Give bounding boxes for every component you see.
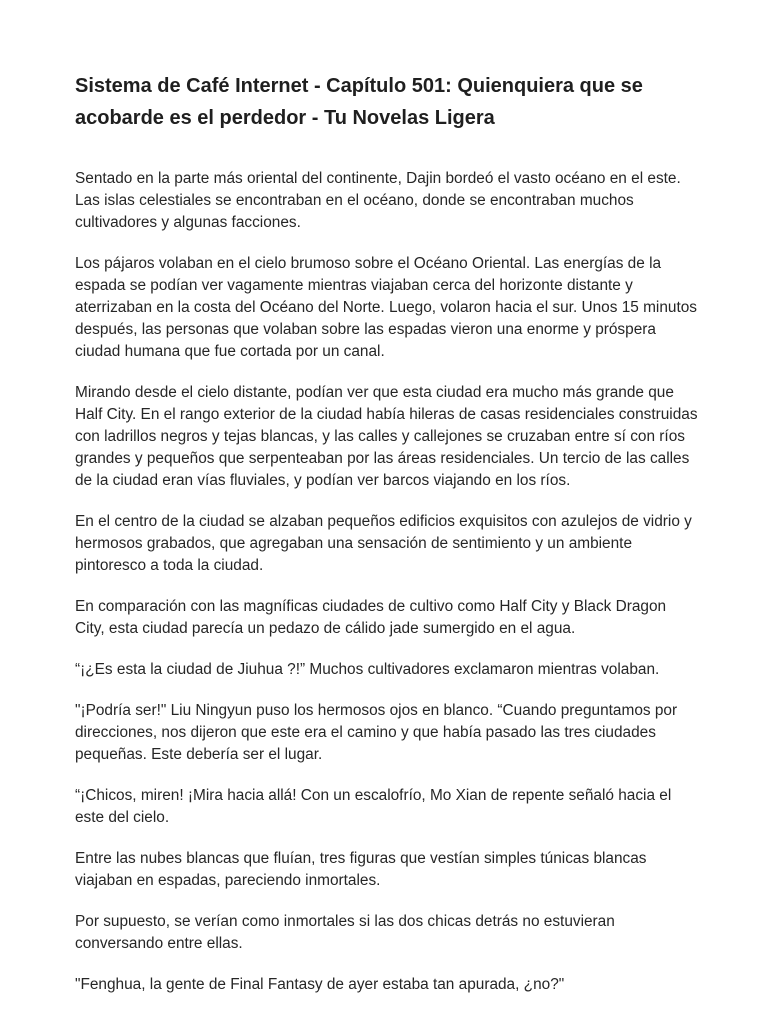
paragraph-3: Mirando desde el cielo distante, podían ver que esta ciudad era mucho más grande que Half City. En el rango exterior de la ciudad había hileras de casas residenciales construidas con ladrillos negros y tejas blancas, y las calles y callejones se cruzaban entre sí con ríos grandes y pequeños que serpenteaban por las áreas residenciales. Un tercio de las calles de la ciudad eran vías fluviales, y podían ver barcos viajando en los ríos. xyxy=(75,384,698,489)
paragraph-9: Entre las nubes blancas que fluían, tres figuras que vestían simples túnicas blancas viajaban en espadas, pareciendo inmortales. xyxy=(75,850,647,889)
page-title: Sistema de Café Internet - Capítulo 501: Quienquiera que se acobarde es el perdedor - Tu Novelas Ligera xyxy=(75,75,643,129)
paragraph-7: "¡Podría ser!" Liu Ningyun puso los hermosos ojos en blanco. “Cuando preguntamos por direcciones, nos dijeron que este era el camino y que había pasado las tres ciudades pequeñas. Este debería ser el lugar. xyxy=(75,702,678,763)
paragraph-8: “¡Chicos, miren! ¡Mira hacia allá! Con un escalofrío, Mo Xian de repente señaló hacia el este del cielo. xyxy=(75,787,672,826)
paragraph-10: Por supuesto, se verían como inmortales si las dos chicas detrás no estuvieran conversando entre ellas. xyxy=(75,913,615,952)
paragraph-6: “¡¿Es esta la ciudad de Jiuhua ?!” Muchos cultivadores exclamaron mientras volaban. xyxy=(75,661,660,678)
paragraph-4: En el centro de la ciudad se alzaban pequeños edificios exquisitos con azulejos de vidrio y hermosos grabados, que agregaban una sensación de sentimiento y un ambiente pintoresco a toda la ciudad. xyxy=(75,513,692,574)
paragraph-1: Sentado en la parte más oriental del continente, Dajin bordeó el vasto océano en el este. Las islas celestiales se encontraban en el océano, donde se encontraban muchos cultivadores y algunas facciones. xyxy=(75,170,681,231)
paragraph-2: Los pájaros volaban en el cielo brumoso sobre el Océano Oriental. Las energías de la espada se podían ver vagamente mientras viajaban cerca del horizonte distante y aterrizaban en la costa del Océano del Norte. Luego, volaron hacia el sur. Unos 15 minutos después, las personas que volaban sobre las espadas vieron una enorme y próspera ciudad humana que fue cortada por un canal. xyxy=(75,255,697,360)
paragraph-11: "Fenghua, la gente de Final Fantasy de ayer estaba tan apurada, ¿no?" xyxy=(75,976,565,993)
article-body xyxy=(75,168,698,996)
paragraph-5: En comparación con las magníficas ciudades de cultivo como Half City y Black Dragon City, esta ciudad parecía un pedazo de cálido jade sumergido en el agua. xyxy=(75,598,667,637)
